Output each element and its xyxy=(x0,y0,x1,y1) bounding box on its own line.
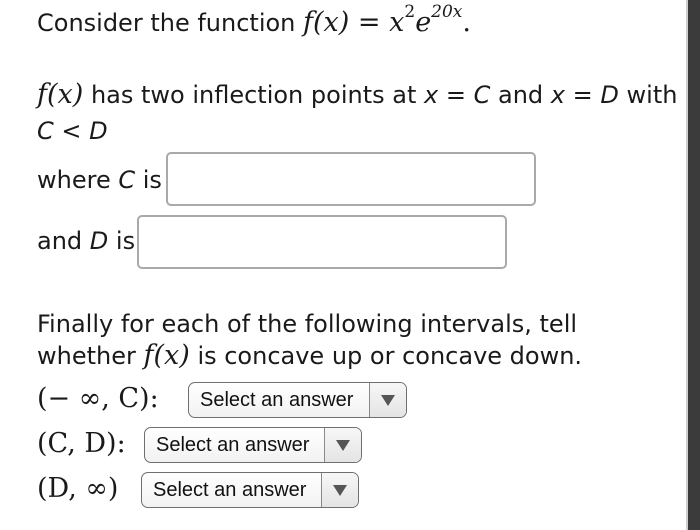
d-answer-input[interactable] xyxy=(137,215,507,269)
function-expression: $f(x) = x^2e^{20x}$. xyxy=(303,2,471,38)
interval-label-3: (D, ∞) xyxy=(37,473,119,504)
finally-line-1: Finally for each of the following intervals, tell xyxy=(37,310,578,338)
select-label: Select an answer xyxy=(200,388,354,411)
inflection-condition: C < D xyxy=(37,117,108,145)
chevron-down-icon xyxy=(333,485,347,496)
interval-label-2: (C, D): xyxy=(37,428,126,459)
select-label: Select an answer xyxy=(153,478,307,501)
c-answer-input[interactable] xyxy=(166,152,536,206)
interval-1-select[interactable] xyxy=(188,382,407,418)
dropdown-arrow-button[interactable] xyxy=(369,383,406,417)
inflection-statement: f(x) has two inflection points at x = C and x = D with xyxy=(37,79,678,110)
interval-label-1: (− ∞, C): xyxy=(37,383,159,414)
chevron-down-icon xyxy=(381,395,395,406)
interval-3-select[interactable] xyxy=(141,472,359,508)
dropdown-arrow-button[interactable] xyxy=(321,473,358,507)
where-c-label: where C is xyxy=(37,166,162,194)
window-side-bar xyxy=(688,0,700,530)
dropdown-arrow-button[interactable] xyxy=(324,428,361,462)
intro-text: Consider the function xyxy=(37,9,296,37)
chevron-down-icon xyxy=(336,440,350,451)
interval-2-select[interactable] xyxy=(144,427,362,463)
select-label: Select an answer xyxy=(156,433,310,456)
finally-line-2: whether f(x) is concave up or concave down. xyxy=(37,340,583,371)
question-intro xyxy=(37,2,471,38)
and-d-label: and D is xyxy=(37,227,136,255)
